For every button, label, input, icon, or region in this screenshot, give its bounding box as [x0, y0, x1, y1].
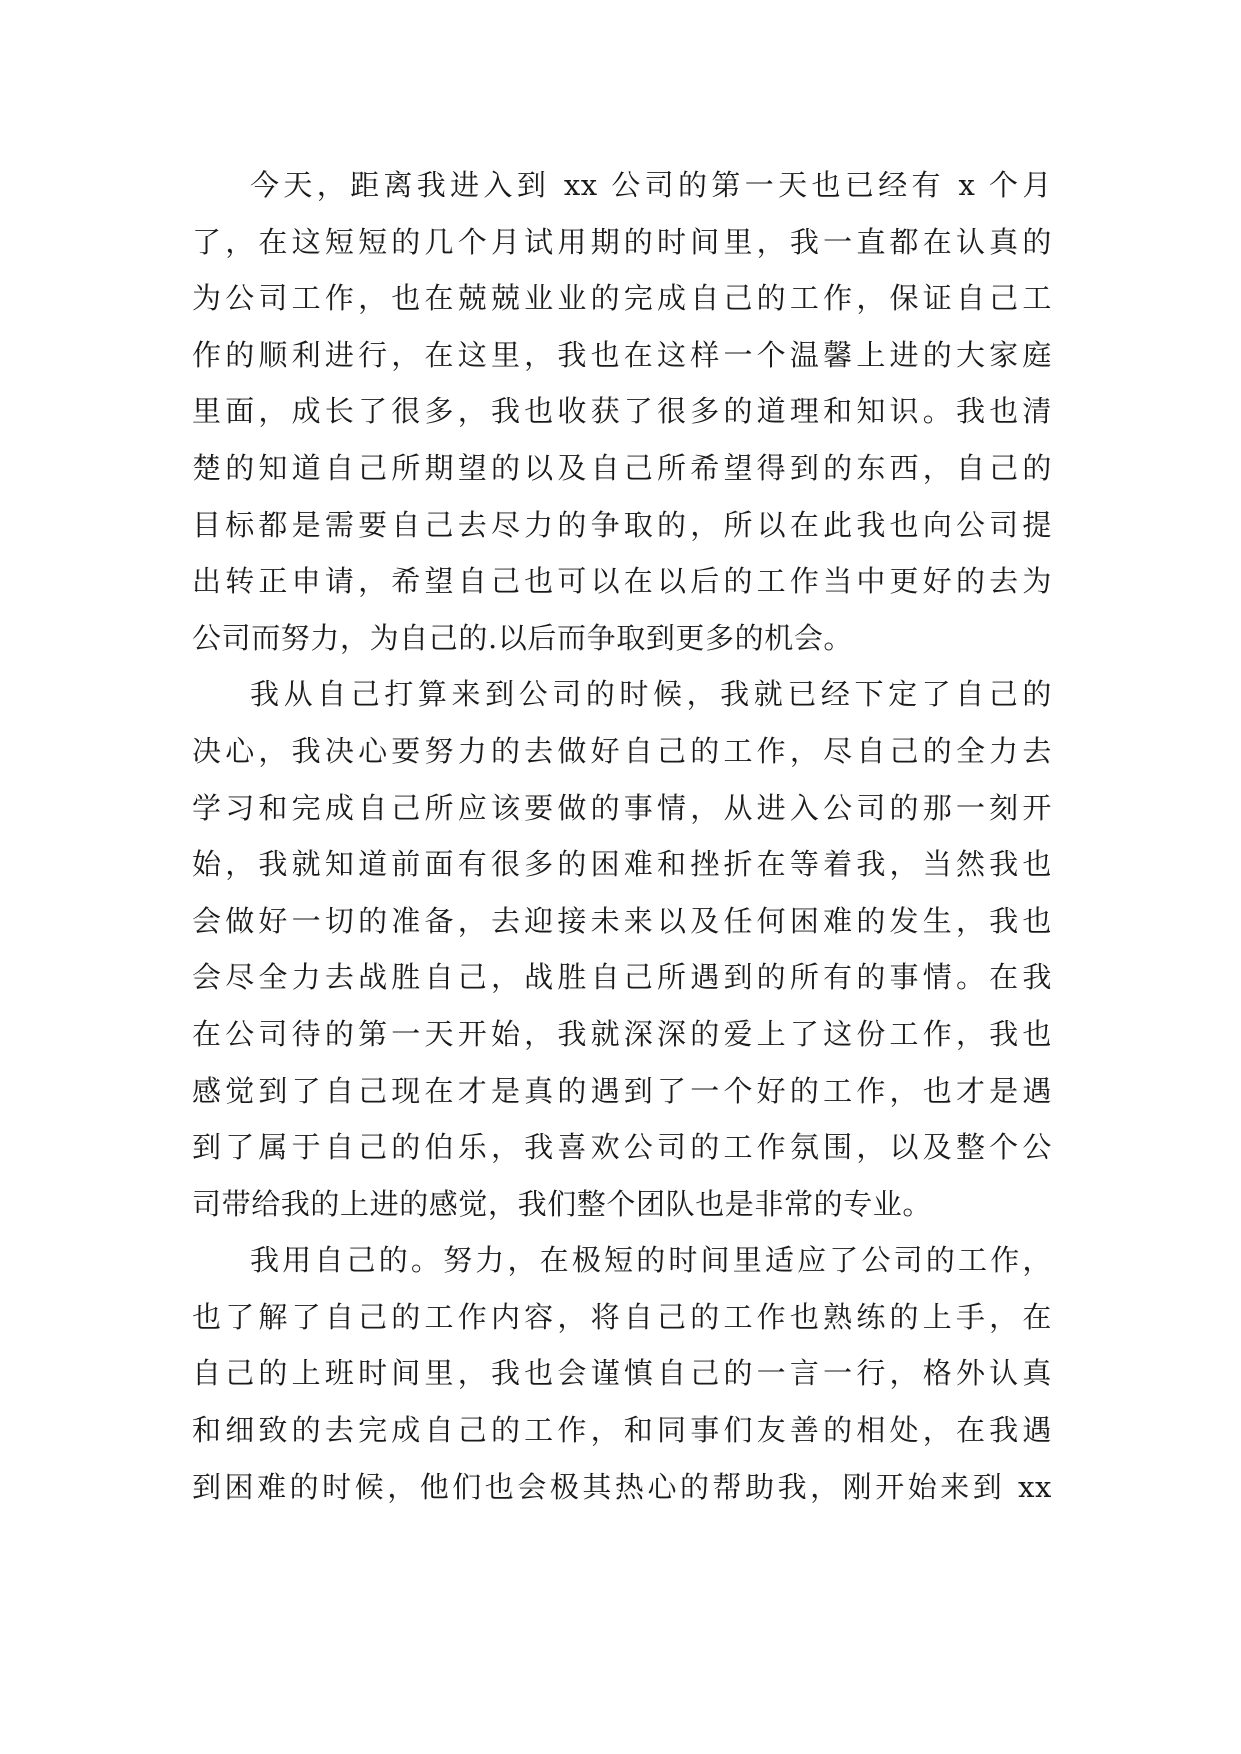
text-line: 我从自己打算来到公司的时候，我就已经下定了自己的 [250, 677, 1052, 712]
text-line: 我用自己的。努力，在极短的时间里适应了公司的工作， [250, 1243, 1052, 1278]
text-line: 学习和完成自己所应该要做的事情，从进入公司的那一刻开 [192, 790, 1052, 825]
text-line: 司带给我的上进的感觉，我们整个团队也是非常的专业。 [192, 1186, 933, 1221]
text-line: 感觉到了自己现在才是真的遇到了一个好的工作，也才是遇 [192, 1073, 1052, 1108]
paragraph-1 [192, 157, 1052, 666]
text-line: 公司而努力，为自己的.以后而争取到更多的机会。 [192, 620, 854, 655]
text-line: 出转正申请，希望自己也可以在以后的工作当中更好的去为 [192, 564, 1052, 599]
paragraph-3 [192, 1232, 1052, 1515]
text-line: 楚的知道自己所期望的以及自己所希望得到的东西，自己的 [192, 450, 1052, 485]
text-line: 始，我就知道前面有很多的困难和挫折在等着我，当然我也 [192, 847, 1052, 882]
text-line: 今天，距离我进入到 xx 公司的第一天也已经有 x 个月 [250, 168, 1052, 202]
text-line: 了，在这短短的几个月试用期的时间里，我一直都在认真的 [192, 224, 1052, 259]
text-line: 决心，我决心要努力的去做好自己的工作，尽自己的全力去 [192, 733, 1052, 768]
text-line: 到了属于自己的伯乐，我喜欢公司的工作氛围，以及整个公 [192, 1130, 1052, 1165]
text-line: 里面，成长了很多，我也收获了很多的道理和知识。我也清 [192, 394, 1052, 429]
text-line: 目标都是需要自己去尽力的争取的，所以在此我也向公司提 [192, 507, 1052, 542]
text-line: 会做好一切的准备，去迎接未来以及任何困难的发生，我也 [192, 903, 1052, 938]
document-body [192, 157, 1052, 1515]
text-line: 到困难的时候，他们也会极其热心的帮助我，刚开始来到 xx [192, 1469, 1052, 1504]
text-line: 自己的上班时间里，我也会谨慎自己的一言一行，格外认真 [192, 1356, 1052, 1391]
text-line: 也了解了自己的工作内容，将自己的工作也熟练的上手，在 [192, 1299, 1052, 1334]
text-line: 作的顺利进行，在这里，我也在这样一个温馨上进的大家庭 [192, 337, 1052, 372]
text-line: 和细致的去完成自己的工作，和同事们友善的相处，在我遇 [192, 1413, 1052, 1448]
text-line: 为公司工作，也在兢兢业业的完成自己的工作，保证自己工 [192, 281, 1052, 316]
text-line: 在公司待的第一天开始，我就深深的爱上了这份工作，我也 [192, 1016, 1052, 1051]
paragraph-2 [192, 666, 1052, 1232]
text-line: 会尽全力去战胜自己，战胜自己所遇到的所有的事情。在我 [192, 960, 1052, 995]
